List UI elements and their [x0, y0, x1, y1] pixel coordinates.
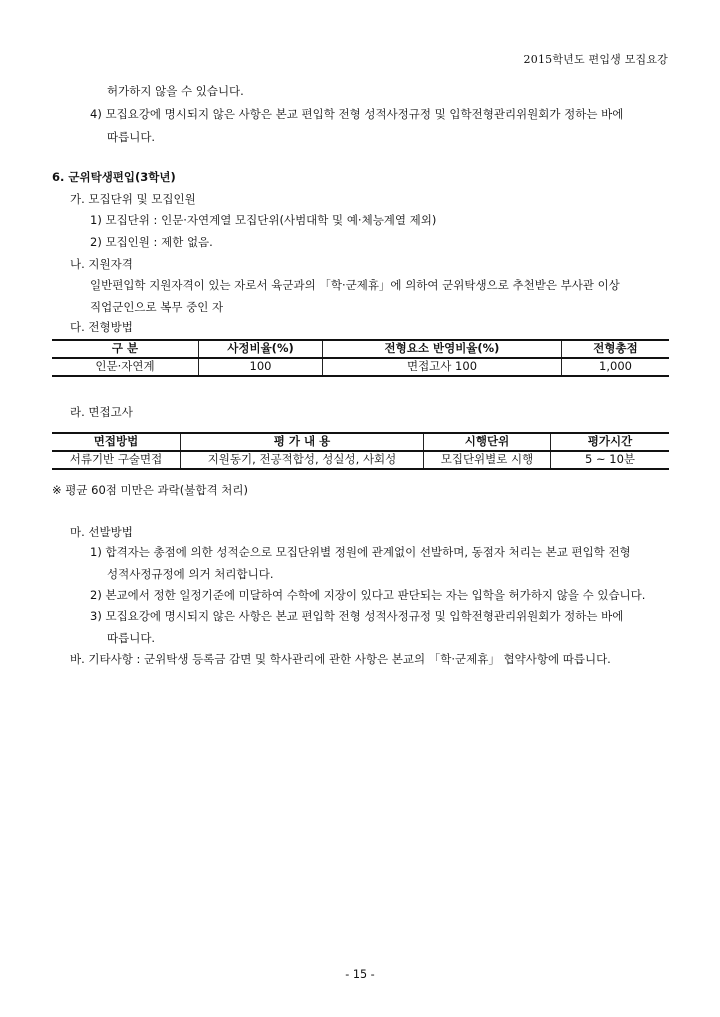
prev-item-4: 4) 모집요강에 명시되지 않은 사항은 본교 편입학 전형 성적사정규정 및 입학전형관리위원회가 정하는 바에 [90, 107, 624, 121]
interview-note: ※ 평균 60점 미만은 과락(불합격 처리) [52, 483, 248, 497]
ga-item-2: 2) 모집인원 : 제한 없음. [90, 235, 213, 249]
table-cell: 면접고사 100 [323, 358, 562, 376]
ma-item-2: 2) 본교에서 정한 일정기준에 미달하여 수학에 지장이 있다고 판단되는 자는 입학을 허가하지 않을 수 있습니다. [90, 588, 646, 602]
ba-text: 바. 기타사항 : 군위탁생 등록금 감면 및 학사관리에 관한 사항은 본교의 「학·군제휴」 협약사항에 따릅니다. [70, 652, 611, 666]
document-header: 2015학년도 편입생 모집요강 [523, 53, 668, 66]
table-header-cell: 시행단위 [424, 433, 551, 451]
table-header-cell: 평가시간 [551, 433, 670, 451]
ma-item-1: 1) 합격자는 총점에 의한 성적순으로 모집단위별 정원에 관계없이 선발하며, 동점자 처리는 본교 편입학 전형 [90, 545, 631, 559]
da-title: 다. 전형방법 [70, 320, 133, 334]
na-line-1: 일반편입학 지원자격이 있는 자로서 육군과의 「학·군제휴」에 의하여 군위탁생으로 추천받은 부사관 이상 [90, 278, 620, 292]
na-title: 나. 지원자격 [70, 257, 133, 271]
na-line-2: 직업군인으로 복무 중인 자 [90, 300, 224, 314]
table-header-cell: 구 분 [52, 340, 199, 358]
table-row [52, 358, 669, 376]
ra-title: 라. 면접고사 [70, 405, 133, 419]
selection-method-table [52, 339, 669, 377]
table-header-row [52, 433, 669, 451]
table-cell: 서류기반 구술면접 [52, 451, 181, 469]
ma-title: 마. 선발방법 [70, 525, 133, 539]
table-header-cell: 전형요소 반영비율(%) [323, 340, 562, 358]
table-cell: 인문·자연계 [52, 358, 199, 376]
ma-item-3-cont: 따릅니다. [107, 631, 156, 645]
table-header-cell: 면접방법 [52, 433, 181, 451]
table-cell: 1,000 [562, 358, 670, 376]
section-title: 6. 군위탁생편입(3학년) [52, 170, 176, 184]
prev-item-4-cont: 따릅니다. [107, 130, 156, 144]
interview-table [52, 432, 669, 470]
table-cell: 모집단위별로 시행 [424, 451, 551, 469]
table-header-cell: 평 가 내 용 [181, 433, 424, 451]
table-header-cell: 사정비율(%) [199, 340, 323, 358]
table-header-row [52, 340, 669, 358]
ma-item-1-cont: 성적사정규정에 의거 처리합니다. [107, 567, 274, 581]
table-cell: 100 [199, 358, 323, 376]
table-header-cell: 전형총점 [562, 340, 670, 358]
page-number: - 15 - [345, 968, 375, 981]
table-cell: 지원동기, 전공적합성, 성실성, 사회성 [181, 451, 424, 469]
ma-item-3: 3) 모집요강에 명시되지 않은 사항은 본교 편입학 전형 성적사정규정 및 입학전형관리위원회가 정하는 바에 [90, 609, 624, 623]
ga-title: 가. 모집단위 및 모집인원 [70, 192, 196, 206]
ga-item-1: 1) 모집단위 : 인문·자연계열 모집단위(사범대학 및 예·체능계열 제외) [90, 213, 437, 227]
table-cell: 5 ~ 10분 [551, 451, 670, 469]
prev-continuation: 허가하지 않을 수 있습니다. [107, 84, 244, 98]
table-row [52, 451, 669, 469]
